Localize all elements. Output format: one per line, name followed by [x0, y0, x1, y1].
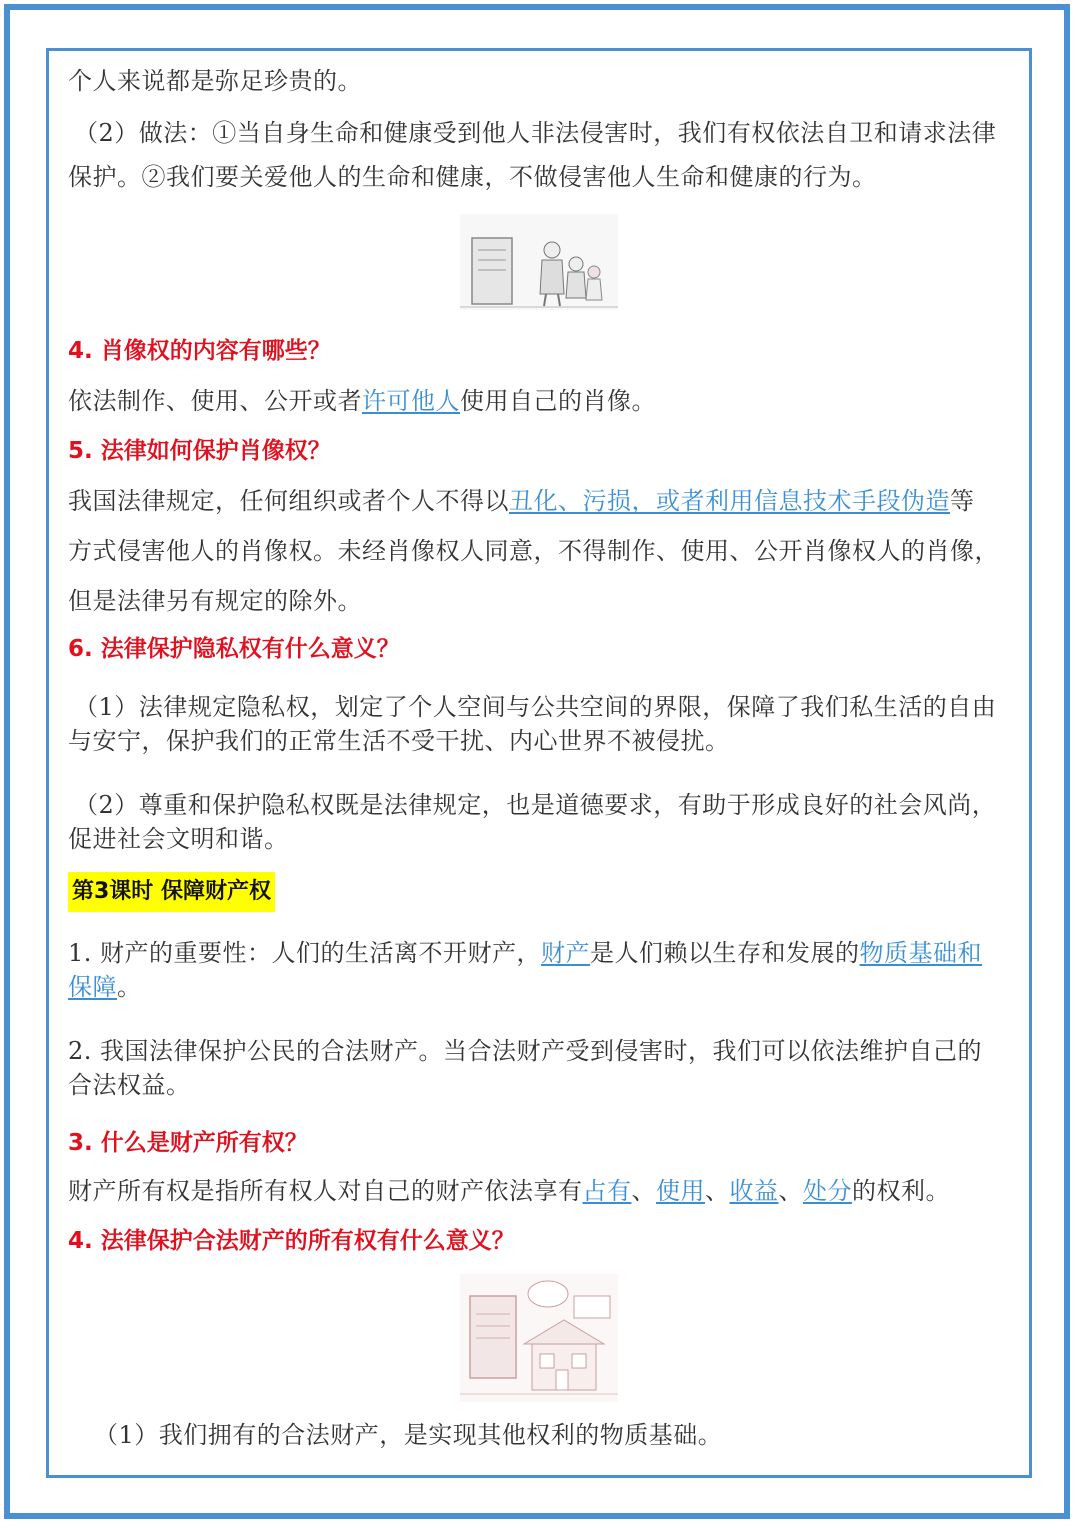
text-span: 我国法律规定，任何组织或者个人不得以 — [68, 487, 509, 515]
highlight-term: 使用 — [656, 1177, 705, 1205]
text-span: 、 — [705, 1177, 730, 1205]
highlight-term: 保障 — [68, 973, 117, 1001]
highlight-term: 占有 — [582, 1177, 632, 1205]
answer-line: （1）法律规定隐私权，划定了个人空间与公共空间的界限，保障了我们私生活的自由 — [74, 693, 997, 721]
question-heading: 3. 什么是财产所有权？ — [68, 1130, 308, 1156]
text-span: 等 — [950, 487, 975, 515]
question-heading: 4. 法律保护合法财产的所有权有什么意义？ — [68, 1228, 515, 1254]
answer-line: 促进社会文明和谐。 — [68, 825, 289, 853]
text-span: 财产所有权是指所有权人对自己的财产依法享有 — [68, 1177, 583, 1205]
text-span: 、 — [631, 1177, 656, 1205]
text-span: 、 — [778, 1177, 803, 1205]
lesson-title: 第3课时 保障财产权 — [68, 872, 275, 912]
text-span: 使用自己的肖像。 — [460, 387, 656, 415]
highlight-term: 财产 — [541, 939, 591, 967]
text-line: 保护。②我们要关爱他人的生命和健康，不做侵害他人生命和健康的行为。 — [68, 163, 877, 191]
answer-line: 与安宁，保护我们的正常生活不受干扰、内心世界不被侵扰。 — [68, 727, 730, 755]
highlight-term: 收益 — [729, 1177, 779, 1205]
answer-line — [68, 386, 656, 416]
highlight-term: 许可他人 — [362, 387, 460, 415]
answer-line: 方式侵害他人的肖像权。未经肖像权人同意，不得制作、使用、公开肖像权人的肖像， — [68, 537, 999, 565]
family-law-illustration — [460, 214, 618, 310]
answer-line: 但是法律另有规定的除外。 — [68, 587, 362, 615]
text-span: 的权利。 — [852, 1177, 950, 1205]
text-line: 个人来说都是弥足珍贵的。 — [68, 67, 362, 95]
answer-line — [68, 486, 975, 516]
answer-line: （1）我们拥有的合法财产，是实现其他权利的物质基础。 — [94, 1421, 723, 1449]
answer-line: 合法权益。 — [68, 1071, 191, 1099]
question-heading: 6. 法律保护隐私权有什么意义？ — [68, 636, 400, 662]
answer-line: 2. 我国法律保护公民的合法财产。当合法财产受到侵害时，我们可以依法维护自己的 — [68, 1037, 983, 1065]
text-line: （2）做法：①当自身生命和健康受到他人非法侵害时，我们有权依法自卫和请求法律 — [74, 119, 997, 147]
answer-line — [68, 972, 142, 1002]
text-span: 1. 财产的重要性：人们的生活离不开财产， — [68, 939, 542, 967]
property-illustration — [460, 1274, 618, 1402]
highlight-term: 物质基础和 — [859, 939, 983, 967]
text-span: 是人们赖以生存和发展的 — [590, 939, 860, 967]
highlight-term: 处分 — [803, 1177, 852, 1205]
text-span: 。 — [117, 973, 142, 1001]
answer-line — [68, 938, 982, 968]
answer-line — [68, 1176, 950, 1206]
question-heading: 4. 肖像权的内容有哪些？ — [68, 338, 331, 364]
text-span: 依法制作、使用、公开或者 — [68, 387, 362, 415]
highlight-term: 丑化、污损，或者利用信息技术手段伪造 — [509, 487, 950, 515]
answer-line: （2）尊重和保护隐私权既是法律规定，也是道德要求，有助于形成良好的社会风尚， — [74, 791, 997, 819]
question-heading: 5. 法律如何保护肖像权？ — [68, 438, 331, 464]
